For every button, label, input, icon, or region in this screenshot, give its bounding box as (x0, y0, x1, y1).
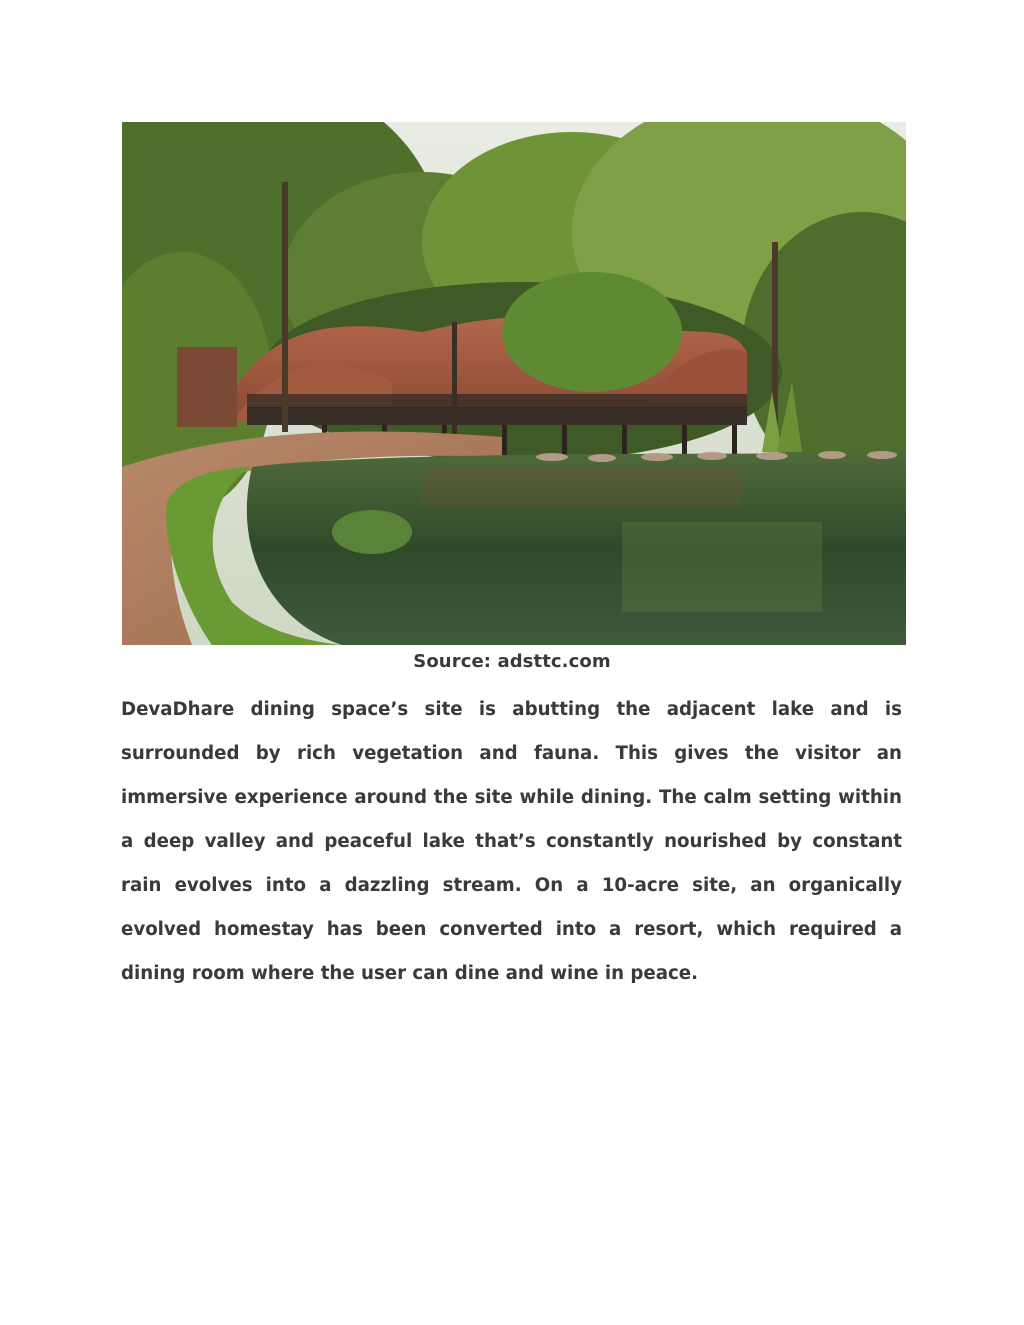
body-paragraph: DevaDhare dining space’s site is abutting the adjacent lake and is surrounded by rich vegetation and fauna. This gives the visitor an immersive experience around the site while dining. The calm setting within a deep valley and peaceful lake that’s constantly nourished by constant rain evolves into a dazzling stream. On a 10-acre site, an organically evolved homestay has been converted into a resort, which required a dining room where the user can dine and wine in peace. (121, 699, 902, 984)
figure-photo (122, 122, 906, 645)
figure-caption: Source: adsttc.com (413, 651, 611, 672)
lakeside-pavilion-image (122, 122, 906, 645)
